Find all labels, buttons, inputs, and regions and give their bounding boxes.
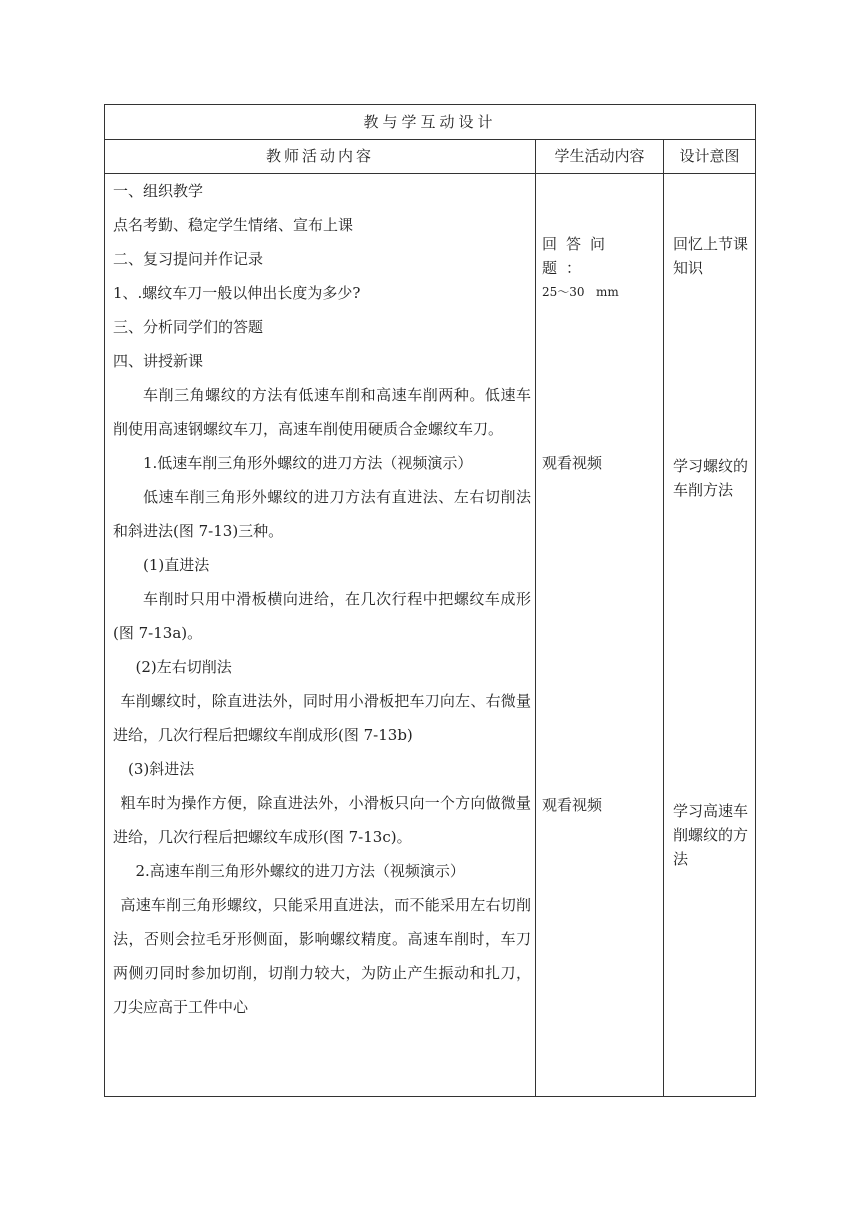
column-divider bbox=[663, 140, 664, 1096]
answer-label: 回答问题： bbox=[542, 235, 615, 277]
student-answer bbox=[542, 232, 660, 304]
intent-learn-2: 学习高速车削螺纹的方法 bbox=[673, 802, 749, 868]
student-video-1: 观看视频 bbox=[542, 454, 603, 472]
teacher-line: 1、.螺纹车刀一般以伸出长度为多少? bbox=[113, 284, 361, 302]
intent-learn-1: 学习螺纹的车削方法 bbox=[673, 457, 749, 499]
header-teacher: 教师活动内容 bbox=[265, 147, 374, 165]
teacher-subheading: 2.高速车削三角形外螺纹的进刀方法（视频演示） bbox=[135, 862, 465, 880]
teacher-line: 三、分析同学们的答题 bbox=[113, 318, 264, 336]
teacher-paragraph: 1.低速车削三角形外螺纹的进刀方法（视频演示） bbox=[143, 454, 473, 472]
teacher-paragraph: 低速车削三角形外螺纹的进刀方法有直进法、左右切削法和斜进法(图 7-13)三种。 bbox=[113, 488, 531, 540]
teacher-activity-cell bbox=[113, 174, 531, 1024]
answer-value: 25～30 bbox=[542, 285, 585, 299]
teacher-paragraph: 车削三角螺纹的方法有低速车削和高速车削两种。低速车削使用高速钢螺纹车刀，高速车削使用硬质合金螺纹车刀。 bbox=[113, 386, 531, 438]
teacher-line: 二、复习提问并作记录 bbox=[113, 250, 264, 268]
teacher-paragraph: 车削螺纹时，除直进法外，同时用小滑板把车刀向左、右微量进给，几次行程后把螺纹车削成形(图 7-13b) bbox=[113, 692, 531, 744]
header-intent: 设计意图 bbox=[679, 147, 740, 165]
table-header-row bbox=[105, 140, 755, 174]
student-video-2: 观看视频 bbox=[542, 796, 603, 814]
teacher-paragraph: 高速车削三角形螺纹，只能采用直进法，而不能采用左右切削法，否则会拉毛牙形侧面，影响螺纹精度。高速车削时，车刀两侧刃同时参加切削，切削力较大，为防止产生振动和扎刀，刀尖应高于工件中心 bbox=[113, 896, 531, 1016]
teacher-paragraph: 粗车时为操作方便，除直进法外，小滑板只向一个方向做微量进给，几次行程后把螺纹车成形(图 7-13c)。 bbox=[113, 794, 531, 846]
intent-recall: 回忆上节课知识 bbox=[673, 235, 749, 277]
table-title: 教与学互动设计 bbox=[105, 105, 755, 140]
teacher-line: 一、组织教学 bbox=[113, 182, 204, 200]
teacher-paragraph: 车削时只用中滑板横向进给，在几次行程中把螺纹车成形(图 7-13a)。 bbox=[113, 590, 531, 642]
column-divider bbox=[535, 140, 536, 1096]
teacher-subheading: (2)左右切削法 bbox=[135, 658, 232, 676]
answer-value-line bbox=[542, 280, 660, 304]
answer-unit: mm bbox=[596, 285, 619, 299]
interaction-design-table bbox=[104, 104, 756, 1097]
teacher-subheading: (3)斜进法 bbox=[128, 760, 195, 778]
teacher-line: 点名考勤、稳定学生情绪、宣布上课 bbox=[113, 216, 354, 234]
teacher-subheading: (1)直进法 bbox=[143, 556, 210, 574]
teacher-line: 四、讲授新课 bbox=[113, 352, 204, 370]
header-student: 学生活动内容 bbox=[554, 147, 645, 165]
